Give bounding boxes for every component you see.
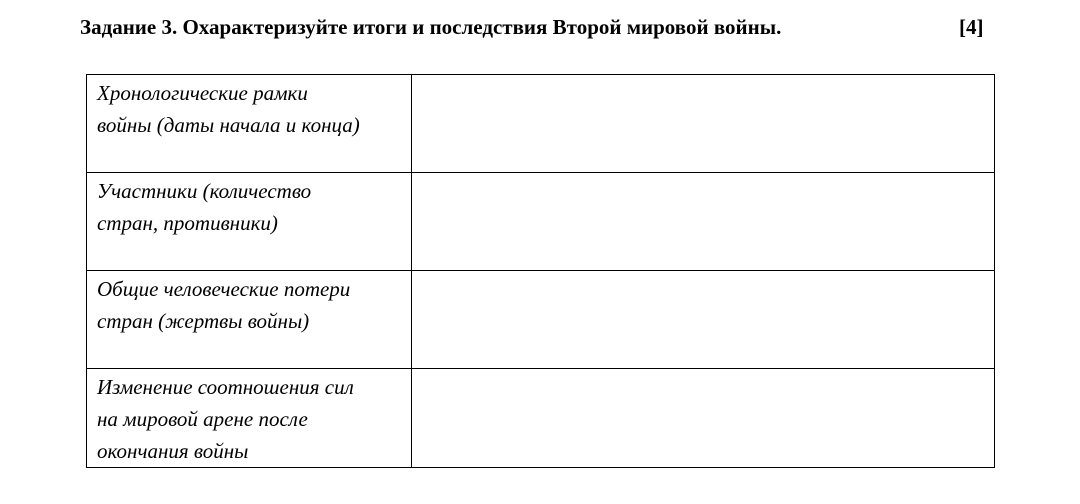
row-label-losses: Общие человеческие потери стран (жертвы войны) [97, 277, 351, 333]
answer-cell-balance-of-power[interactable] [412, 369, 995, 468]
table-row [87, 369, 995, 468]
table-row [87, 173, 995, 271]
answer-cell-losses[interactable] [412, 271, 995, 369]
table-row [87, 271, 995, 369]
table-row [87, 75, 995, 173]
task-heading [80, 10, 990, 44]
row-label-cell [87, 271, 412, 369]
row-label-cell [87, 369, 412, 468]
task-points: [4] [959, 15, 984, 39]
row-label-balance-of-power: Изменение соотношения сил на мировой арене после окончания войны [97, 375, 354, 463]
answer-cell-chronology[interactable] [412, 75, 995, 173]
row-label-cell [87, 173, 412, 271]
task-title: Задание 3. Охарактеризуйте итоги и последствия Второй мировой войны. [80, 15, 782, 39]
row-label-cell [87, 75, 412, 173]
task-table [86, 74, 995, 468]
row-label-chronology: Хронологические рамки войны (даты начала и конца) [97, 81, 360, 137]
answer-cell-participants[interactable] [412, 173, 995, 271]
row-label-participants: Участники (количество стран, противники) [97, 179, 312, 235]
